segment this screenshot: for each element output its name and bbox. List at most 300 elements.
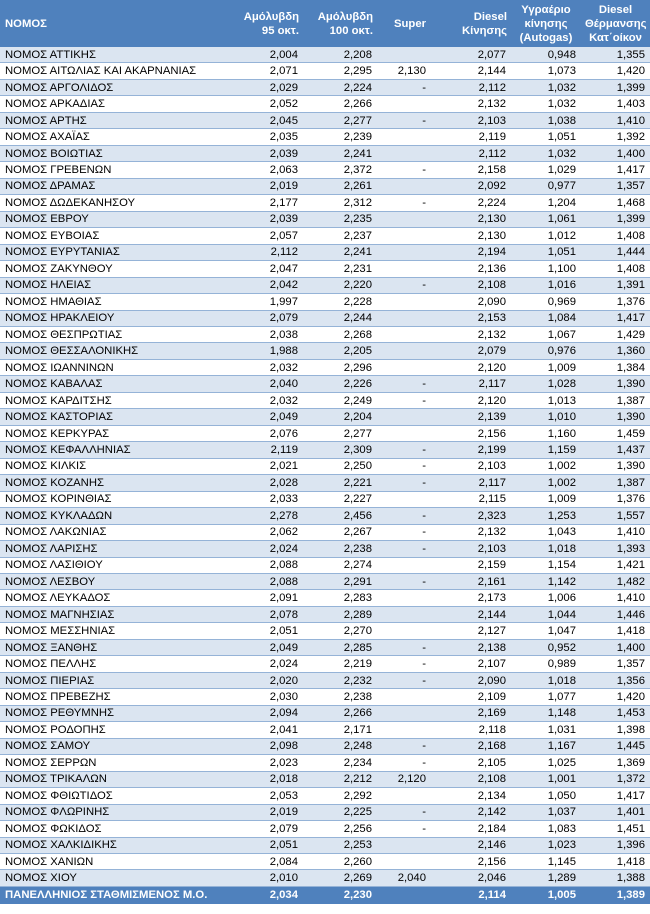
cell-diesel-heating: 1,420 xyxy=(581,63,650,79)
cell-nomos: ΝΟΜΟΣ ΚΑΣΤΟΡΙΑΣ xyxy=(0,409,229,425)
cell-super xyxy=(377,425,443,441)
cell-super xyxy=(377,557,443,573)
cell-autogas: 1,050 xyxy=(511,788,581,804)
cell-autogas: 0,976 xyxy=(511,343,581,359)
cell-autogas: 1,018 xyxy=(511,541,581,557)
cell-nomos: ΝΟΜΟΣ ΛΑΚΩΝΙΑΣ xyxy=(0,524,229,540)
table-row xyxy=(0,376,650,392)
cell-unleaded-100: 2,205 xyxy=(303,343,377,359)
cell-unleaded-100: 2,219 xyxy=(303,656,377,672)
cell-autogas: 1,013 xyxy=(511,392,581,408)
cell-unleaded-95: 2,040 xyxy=(229,376,303,392)
cell-autogas: 1,037 xyxy=(511,804,581,820)
cell-unleaded-95: 2,071 xyxy=(229,63,303,79)
cell-super: - xyxy=(377,162,443,178)
table-row xyxy=(0,788,650,804)
cell-super xyxy=(377,705,443,721)
cell-autogas: 1,043 xyxy=(511,524,581,540)
cell-super: 2,040 xyxy=(377,870,443,886)
cell-unleaded-100: 2,208 xyxy=(303,47,377,63)
cell-diesel-heating: 1,557 xyxy=(581,508,650,524)
cell-diesel-heating: 1,376 xyxy=(581,491,650,507)
cell-diesel-motion: 2,161 xyxy=(443,574,511,590)
cell-autogas: 1,154 xyxy=(511,557,581,573)
cell-diesel-motion: 2,159 xyxy=(443,557,511,573)
cell-diesel-heating: 1,390 xyxy=(581,458,650,474)
cell-nomos: ΝΟΜΟΣ ΑΧΑΪΑΣ xyxy=(0,129,229,145)
cell-unleaded-95: 2,041 xyxy=(229,722,303,738)
table-row xyxy=(0,326,650,342)
cell-unleaded-100: 2,241 xyxy=(303,244,377,260)
cell-unleaded-100: 2,248 xyxy=(303,738,377,754)
header-diesel-motion: Diesel Κίνησης xyxy=(443,0,511,47)
cell-unleaded-95: 2,088 xyxy=(229,574,303,590)
cell-unleaded-95: 2,177 xyxy=(229,195,303,211)
cell-diesel-heating: 1,355 xyxy=(581,47,650,63)
cell-autogas: 0,969 xyxy=(511,294,581,310)
cell-unleaded-95: 2,278 xyxy=(229,508,303,524)
cell-unleaded-100: 2,270 xyxy=(303,623,377,639)
table-row xyxy=(0,195,650,211)
cell-unleaded-100: 2,171 xyxy=(303,722,377,738)
cell-diesel-motion: 2,138 xyxy=(443,639,511,655)
cell-unleaded-95: 2,010 xyxy=(229,870,303,886)
table-row xyxy=(0,47,650,63)
cell-unleaded-100: 2,253 xyxy=(303,837,377,853)
cell-autogas: 1,032 xyxy=(511,79,581,95)
cell-nomos: ΝΟΜΟΣ ΙΩΑΝΝΙΝΩΝ xyxy=(0,359,229,375)
cell-diesel-heating: 1,446 xyxy=(581,606,650,622)
cell-super: - xyxy=(377,755,443,771)
cell-super xyxy=(377,409,443,425)
cell-autogas: 1,148 xyxy=(511,705,581,721)
cell-unleaded-100: 2,234 xyxy=(303,755,377,771)
cell-autogas: 1,002 xyxy=(511,475,581,491)
table-body xyxy=(0,47,650,886)
cell-diesel-heating: 1,401 xyxy=(581,804,650,820)
cell-unleaded-100: 2,269 xyxy=(303,870,377,886)
cell-unleaded-100: 2,260 xyxy=(303,853,377,869)
cell-unleaded-95: 2,112 xyxy=(229,244,303,260)
cell-diesel-heating: 1,408 xyxy=(581,261,650,277)
cell-unleaded-95: 2,052 xyxy=(229,96,303,112)
cell-diesel-heating: 1,399 xyxy=(581,211,650,227)
table-row xyxy=(0,771,650,787)
footer-autogas: 1,005 xyxy=(511,886,581,904)
cell-autogas: 1,038 xyxy=(511,112,581,128)
cell-super: - xyxy=(377,804,443,820)
cell-diesel-heating: 1,408 xyxy=(581,228,650,244)
cell-diesel-heating: 1,399 xyxy=(581,79,650,95)
cell-unleaded-100: 2,249 xyxy=(303,392,377,408)
table-row xyxy=(0,853,650,869)
table-row xyxy=(0,425,650,441)
footer-diesel-heating: 1,389 xyxy=(581,886,650,904)
cell-super xyxy=(377,606,443,622)
cell-nomos: ΝΟΜΟΣ ΞΑΝΘΗΣ xyxy=(0,639,229,655)
table-row xyxy=(0,590,650,606)
cell-unleaded-100: 2,256 xyxy=(303,821,377,837)
cell-autogas: 1,010 xyxy=(511,409,581,425)
cell-super xyxy=(377,129,443,145)
cell-super xyxy=(377,788,443,804)
cell-unleaded-95: 2,039 xyxy=(229,145,303,161)
header-autogas: Υγραέριο κίνησης (Autogas) xyxy=(511,0,581,47)
cell-super xyxy=(377,244,443,260)
table-row xyxy=(0,491,650,507)
cell-diesel-motion: 2,142 xyxy=(443,804,511,820)
cell-diesel-heating: 1,388 xyxy=(581,870,650,886)
table-row xyxy=(0,541,650,557)
cell-super xyxy=(377,853,443,869)
cell-nomos: ΝΟΜΟΣ ΗΜΑΘΙΑΣ xyxy=(0,294,229,310)
cell-diesel-motion: 2,173 xyxy=(443,590,511,606)
cell-super: 2,120 xyxy=(377,771,443,787)
cell-super xyxy=(377,722,443,738)
table-row xyxy=(0,228,650,244)
cell-unleaded-100: 2,235 xyxy=(303,211,377,227)
cell-unleaded-95: 2,019 xyxy=(229,804,303,820)
cell-unleaded-95: 2,030 xyxy=(229,689,303,705)
cell-super: - xyxy=(377,442,443,458)
cell-unleaded-100: 2,220 xyxy=(303,277,377,293)
cell-nomos: ΝΟΜΟΣ ΗΛΕΙΑΣ xyxy=(0,277,229,293)
cell-unleaded-95: 2,033 xyxy=(229,491,303,507)
cell-diesel-heating: 1,392 xyxy=(581,129,650,145)
cell-diesel-motion: 2,127 xyxy=(443,623,511,639)
cell-diesel-motion: 2,112 xyxy=(443,145,511,161)
cell-nomos: ΝΟΜΟΣ ΠΙΕΡΙΑΣ xyxy=(0,672,229,688)
cell-unleaded-95: 1,988 xyxy=(229,343,303,359)
table-row xyxy=(0,211,650,227)
cell-autogas: 1,051 xyxy=(511,129,581,145)
cell-unleaded-95: 2,042 xyxy=(229,277,303,293)
cell-autogas: 1,067 xyxy=(511,326,581,342)
cell-unleaded-100: 2,238 xyxy=(303,689,377,705)
cell-nomos: ΝΟΜΟΣ ΛΕΣΒΟΥ xyxy=(0,574,229,590)
cell-diesel-heating: 1,417 xyxy=(581,788,650,804)
cell-super xyxy=(377,623,443,639)
cell-unleaded-95: 2,023 xyxy=(229,755,303,771)
cell-nomos: ΝΟΜΟΣ ΑΡΓΟΛΙΔΟΣ xyxy=(0,79,229,95)
cell-nomos: ΝΟΜΟΣ ΒΟΙΩΤΙΑΣ xyxy=(0,145,229,161)
cell-nomos: ΝΟΜΟΣ ΡΕΘΥΜΝΗΣ xyxy=(0,705,229,721)
cell-diesel-heating: 1,410 xyxy=(581,524,650,540)
cell-unleaded-100: 2,291 xyxy=(303,574,377,590)
table-row xyxy=(0,475,650,491)
cell-autogas: 1,077 xyxy=(511,689,581,705)
cell-diesel-heating: 1,387 xyxy=(581,475,650,491)
table-row xyxy=(0,343,650,359)
cell-unleaded-100: 2,267 xyxy=(303,524,377,540)
cell-unleaded-95: 2,119 xyxy=(229,442,303,458)
cell-autogas: 1,016 xyxy=(511,277,581,293)
cell-nomos: ΝΟΜΟΣ ΜΕΣΣΗΝΙΑΣ xyxy=(0,623,229,639)
table-row xyxy=(0,689,650,705)
cell-autogas: 0,948 xyxy=(511,47,581,63)
cell-super xyxy=(377,261,443,277)
cell-unleaded-95: 2,047 xyxy=(229,261,303,277)
table-row xyxy=(0,96,650,112)
table-row xyxy=(0,359,650,375)
cell-unleaded-95: 2,049 xyxy=(229,409,303,425)
cell-unleaded-100: 2,266 xyxy=(303,96,377,112)
cell-unleaded-100: 2,456 xyxy=(303,508,377,524)
header-super: Super xyxy=(377,0,443,47)
table-row xyxy=(0,145,650,161)
cell-super xyxy=(377,590,443,606)
cell-autogas: 1,145 xyxy=(511,853,581,869)
cell-diesel-heating: 1,410 xyxy=(581,590,650,606)
cell-unleaded-95: 2,076 xyxy=(229,425,303,441)
cell-autogas: 1,047 xyxy=(511,623,581,639)
cell-autogas: 1,006 xyxy=(511,590,581,606)
cell-unleaded-100: 2,268 xyxy=(303,326,377,342)
cell-unleaded-100: 2,232 xyxy=(303,672,377,688)
cell-diesel-heating: 1,444 xyxy=(581,244,650,260)
cell-diesel-motion: 2,158 xyxy=(443,162,511,178)
cell-super: - xyxy=(377,376,443,392)
header-diesel-heating: Diesel Θέρμανσης Κατ΄οίκον xyxy=(581,0,650,47)
cell-autogas: 1,160 xyxy=(511,425,581,441)
cell-unleaded-100: 2,244 xyxy=(303,310,377,326)
cell-unleaded-100: 2,231 xyxy=(303,261,377,277)
cell-unleaded-100: 2,309 xyxy=(303,442,377,458)
cell-diesel-heating: 1,400 xyxy=(581,145,650,161)
cell-autogas: 1,001 xyxy=(511,771,581,787)
cell-unleaded-100: 2,266 xyxy=(303,705,377,721)
cell-super: - xyxy=(377,195,443,211)
cell-unleaded-95: 1,997 xyxy=(229,294,303,310)
cell-nomos: ΝΟΜΟΣ ΕΥΡΥΤΑΝΙΑΣ xyxy=(0,244,229,260)
cell-diesel-motion: 2,120 xyxy=(443,392,511,408)
cell-unleaded-100: 2,372 xyxy=(303,162,377,178)
cell-diesel-motion: 2,108 xyxy=(443,277,511,293)
table-row xyxy=(0,162,650,178)
cell-autogas: 1,044 xyxy=(511,606,581,622)
cell-diesel-heating: 1,357 xyxy=(581,656,650,672)
cell-nomos: ΝΟΜΟΣ ΚΟΡΙΝΘΙΑΣ xyxy=(0,491,229,507)
cell-unleaded-100: 2,226 xyxy=(303,376,377,392)
cell-diesel-heating: 1,391 xyxy=(581,277,650,293)
cell-diesel-heating: 1,387 xyxy=(581,392,650,408)
header-unleaded-100: Αμόλυβδη 100 οκτ. xyxy=(303,0,377,47)
cell-diesel-motion: 2,117 xyxy=(443,475,511,491)
cell-unleaded-95: 2,079 xyxy=(229,821,303,837)
footer-label: ΠΑΝΕΛΛΗΝΙΟΣ ΣΤΑΘΜΙΣΜΕΝΟΣ Μ.Ο. xyxy=(0,886,229,904)
cell-diesel-motion: 2,120 xyxy=(443,359,511,375)
cell-unleaded-95: 2,038 xyxy=(229,326,303,342)
cell-diesel-motion: 2,115 xyxy=(443,491,511,507)
cell-nomos: ΝΟΜΟΣ ΔΡΑΜΑΣ xyxy=(0,178,229,194)
table-row xyxy=(0,557,650,573)
cell-nomos: ΝΟΜΟΣ ΔΩΔΕΚΑΝΗΣΟΥ xyxy=(0,195,229,211)
cell-diesel-motion: 2,092 xyxy=(443,178,511,194)
cell-diesel-heating: 1,459 xyxy=(581,425,650,441)
table-row xyxy=(0,705,650,721)
cell-unleaded-100: 2,283 xyxy=(303,590,377,606)
cell-unleaded-95: 2,018 xyxy=(229,771,303,787)
cell-super: - xyxy=(377,79,443,95)
cell-unleaded-95: 2,049 xyxy=(229,639,303,655)
cell-diesel-motion: 2,130 xyxy=(443,228,511,244)
cell-nomos: ΝΟΜΟΣ ΠΡΕΒΕΖΗΣ xyxy=(0,689,229,705)
cell-autogas: 1,028 xyxy=(511,376,581,392)
cell-autogas: 1,031 xyxy=(511,722,581,738)
cell-autogas: 1,159 xyxy=(511,442,581,458)
cell-unleaded-100: 2,250 xyxy=(303,458,377,474)
cell-super: 2,130 xyxy=(377,63,443,79)
cell-super: - xyxy=(377,524,443,540)
cell-unleaded-100: 2,212 xyxy=(303,771,377,787)
cell-super xyxy=(377,47,443,63)
table-row xyxy=(0,722,650,738)
cell-nomos: ΝΟΜΟΣ ΗΡΑΚΛΕΙΟΥ xyxy=(0,310,229,326)
cell-super: - xyxy=(377,738,443,754)
cell-unleaded-95: 2,091 xyxy=(229,590,303,606)
cell-nomos: ΝΟΜΟΣ ΕΥΒΟΙΑΣ xyxy=(0,228,229,244)
cell-diesel-motion: 2,105 xyxy=(443,755,511,771)
cell-nomos: ΝΟΜΟΣ ΧΑΝΙΩΝ xyxy=(0,853,229,869)
cell-nomos: ΝΟΜΟΣ ΣΕΡΡΩΝ xyxy=(0,755,229,771)
cell-autogas: 1,051 xyxy=(511,244,581,260)
cell-super xyxy=(377,359,443,375)
table-row xyxy=(0,574,650,590)
cell-unleaded-95: 2,098 xyxy=(229,738,303,754)
table-row xyxy=(0,244,650,260)
cell-super: - xyxy=(377,574,443,590)
cell-diesel-heating: 1,393 xyxy=(581,541,650,557)
cell-diesel-heating: 1,398 xyxy=(581,722,650,738)
cell-nomos: ΝΟΜΟΣ ΣΑΜΟΥ xyxy=(0,738,229,754)
cell-diesel-motion: 2,090 xyxy=(443,672,511,688)
cell-diesel-motion: 2,136 xyxy=(443,261,511,277)
cell-diesel-heating: 1,421 xyxy=(581,557,650,573)
cell-diesel-heating: 1,445 xyxy=(581,738,650,754)
cell-unleaded-95: 2,019 xyxy=(229,178,303,194)
cell-autogas: 1,029 xyxy=(511,162,581,178)
cell-diesel-motion: 2,046 xyxy=(443,870,511,886)
cell-nomos: ΝΟΜΟΣ ΘΕΣΠΡΩΤΙΑΣ xyxy=(0,326,229,342)
cell-autogas: 1,025 xyxy=(511,755,581,771)
cell-unleaded-100: 2,295 xyxy=(303,63,377,79)
table-row xyxy=(0,821,650,837)
cell-unleaded-95: 2,039 xyxy=(229,211,303,227)
cell-nomos: ΝΟΜΟΣ ΚΙΛΚΙΣ xyxy=(0,458,229,474)
cell-diesel-heating: 1,417 xyxy=(581,310,650,326)
cell-diesel-motion: 2,184 xyxy=(443,821,511,837)
cell-unleaded-95: 2,020 xyxy=(229,672,303,688)
cell-unleaded-95: 2,032 xyxy=(229,392,303,408)
cell-super: - xyxy=(377,458,443,474)
table-row xyxy=(0,755,650,771)
cell-unleaded-95: 2,094 xyxy=(229,705,303,721)
cell-super xyxy=(377,178,443,194)
cell-diesel-heating: 1,418 xyxy=(581,623,650,639)
cell-super: - xyxy=(377,821,443,837)
cell-nomos: ΝΟΜΟΣ ΕΒΡΟΥ xyxy=(0,211,229,227)
cell-diesel-heating: 1,417 xyxy=(581,162,650,178)
table-row xyxy=(0,804,650,820)
cell-nomos: ΝΟΜΟΣ ΦΘΙΩΤΙΔΟΣ xyxy=(0,788,229,804)
cell-autogas: 1,073 xyxy=(511,63,581,79)
cell-diesel-heating: 1,357 xyxy=(581,178,650,194)
cell-nomos: ΝΟΜΟΣ ΛΑΣΙΘΙΟΥ xyxy=(0,557,229,573)
cell-unleaded-100: 2,227 xyxy=(303,491,377,507)
cell-diesel-motion: 2,146 xyxy=(443,837,511,853)
table-row xyxy=(0,310,650,326)
cell-unleaded-100: 2,277 xyxy=(303,112,377,128)
cell-diesel-heating: 1,384 xyxy=(581,359,650,375)
cell-autogas: 1,009 xyxy=(511,359,581,375)
cell-diesel-motion: 2,107 xyxy=(443,656,511,672)
header-row xyxy=(0,0,650,47)
cell-nomos: ΝΟΜΟΣ ΚΟΖΑΝΗΣ xyxy=(0,475,229,491)
cell-diesel-heating: 1,400 xyxy=(581,639,650,655)
cell-diesel-heating: 1,453 xyxy=(581,705,650,721)
cell-unleaded-95: 2,032 xyxy=(229,359,303,375)
cell-diesel-motion: 2,224 xyxy=(443,195,511,211)
cell-super xyxy=(377,343,443,359)
cell-diesel-heating: 1,429 xyxy=(581,326,650,342)
cell-diesel-heating: 1,482 xyxy=(581,574,650,590)
cell-nomos: ΝΟΜΟΣ ΑΤΤΙΚΗΣ xyxy=(0,47,229,63)
cell-unleaded-95: 2,063 xyxy=(229,162,303,178)
cell-nomos: ΝΟΜΟΣ ΧΑΛΚΙΔΙΚΗΣ xyxy=(0,837,229,853)
cell-autogas: 1,289 xyxy=(511,870,581,886)
cell-unleaded-95: 2,062 xyxy=(229,524,303,540)
footer-row-national-average xyxy=(0,886,650,904)
cell-diesel-motion: 2,168 xyxy=(443,738,511,754)
cell-super xyxy=(377,294,443,310)
cell-diesel-heating: 1,360 xyxy=(581,343,650,359)
table-row xyxy=(0,79,650,95)
table-row xyxy=(0,623,650,639)
cell-diesel-heating: 1,420 xyxy=(581,689,650,705)
cell-unleaded-100: 2,238 xyxy=(303,541,377,557)
cell-autogas: 1,032 xyxy=(511,96,581,112)
cell-unleaded-95: 2,045 xyxy=(229,112,303,128)
cell-super: - xyxy=(377,277,443,293)
cell-diesel-heating: 1,410 xyxy=(581,112,650,128)
cell-diesel-motion: 2,090 xyxy=(443,294,511,310)
cell-diesel-motion: 2,103 xyxy=(443,112,511,128)
cell-autogas: 0,977 xyxy=(511,178,581,194)
cell-diesel-motion: 2,132 xyxy=(443,524,511,540)
cell-unleaded-95: 2,084 xyxy=(229,853,303,869)
cell-nomos: ΝΟΜΟΣ ΜΑΓΝΗΣΙΑΣ xyxy=(0,606,229,622)
cell-nomos: ΝΟΜΟΣ ΖΑΚΥΝΘΟΥ xyxy=(0,261,229,277)
cell-unleaded-100: 2,277 xyxy=(303,425,377,441)
cell-diesel-heating: 1,390 xyxy=(581,409,650,425)
table-row xyxy=(0,508,650,524)
cell-diesel-motion: 2,117 xyxy=(443,376,511,392)
cell-super: - xyxy=(377,541,443,557)
cell-diesel-motion: 2,108 xyxy=(443,771,511,787)
cell-unleaded-95: 2,004 xyxy=(229,47,303,63)
cell-diesel-heating: 1,403 xyxy=(581,96,650,112)
footer-unleaded-100: 2,230 xyxy=(303,886,377,904)
table-row xyxy=(0,277,650,293)
cell-diesel-motion: 2,199 xyxy=(443,442,511,458)
table-row xyxy=(0,112,650,128)
cell-autogas: 0,989 xyxy=(511,656,581,672)
footer-unleaded-95: 2,034 xyxy=(229,886,303,904)
cell-diesel-heating: 1,376 xyxy=(581,294,650,310)
table-row xyxy=(0,656,650,672)
table-row xyxy=(0,178,650,194)
cell-nomos: ΝΟΜΟΣ ΚΕΡΚΥΡΑΣ xyxy=(0,425,229,441)
